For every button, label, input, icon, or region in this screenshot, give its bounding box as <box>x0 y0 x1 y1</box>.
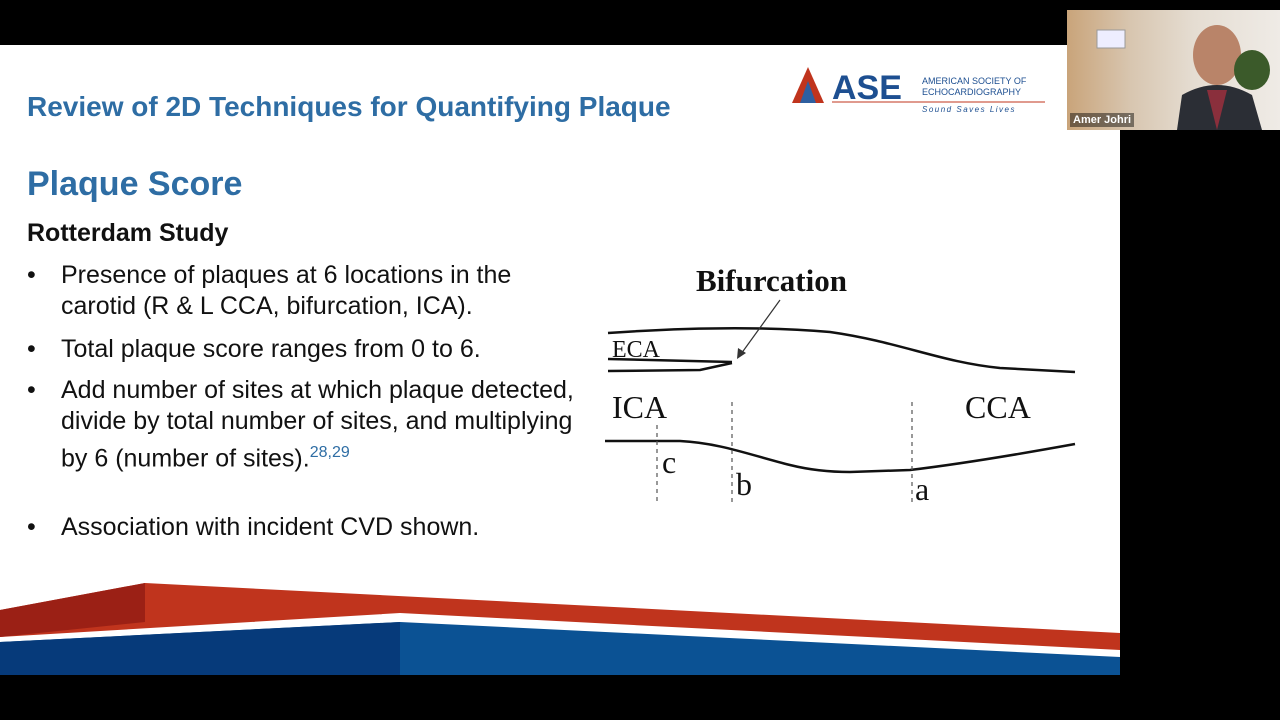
bifurcation-arrow <box>741 300 780 354</box>
bullet-dot: • <box>27 261 36 289</box>
participant-name: Amer Johri <box>1070 113 1134 127</box>
bullet-dot: • <box>27 513 36 541</box>
study-heading: Rotterdam Study <box>27 219 229 247</box>
label-ica: ICA <box>612 389 668 425</box>
presentation-slide <box>0 45 1120 675</box>
logo-line2: Echocardiography <box>922 87 1022 97</box>
label-a: a <box>915 471 930 507</box>
bullet-dot: • <box>27 376 36 404</box>
reference-superscript: 28,29 <box>309 444 350 461</box>
label-eca: ECA <box>612 337 660 363</box>
section-heading: Plaque Score <box>27 165 243 203</box>
slide-title: Review of 2D Techniques for Quantifying Plaque <box>27 91 671 122</box>
participant-video-feed <box>1067 10 1280 130</box>
label-b: b <box>736 466 752 502</box>
logo-line1: American Society of <box>922 76 1027 86</box>
bullet-text: Add number of sites at which plaque detected, divide by total number of sites, and multiplying by 6 (number of sites). <box>61 376 574 473</box>
logo-tagline: Sound Saves Lives <box>922 105 1016 114</box>
ica-upper-wall <box>608 363 732 371</box>
artery-top-wall <box>608 328 1075 372</box>
label-bifurcation: Bifurcation <box>696 263 847 298</box>
logo-name: ASE <box>832 69 902 107</box>
carotid-diagram <box>0 45 1120 675</box>
label-c: c <box>662 444 677 480</box>
bullet-text: Association with incident CVD shown. <box>61 513 480 541</box>
bullet-text: Presence of plaques at 6 locations in the carotid (R & L CCA, bifurcation, ICA). <box>61 261 512 320</box>
label-cca: CCA <box>965 389 1031 425</box>
footer-banner <box>0 583 1120 675</box>
bullet-text: Total plaque score ranges from 0 to 6. <box>61 335 481 363</box>
bullet-dot: • <box>27 335 36 363</box>
participant-video-tile[interactable] <box>1067 10 1280 130</box>
